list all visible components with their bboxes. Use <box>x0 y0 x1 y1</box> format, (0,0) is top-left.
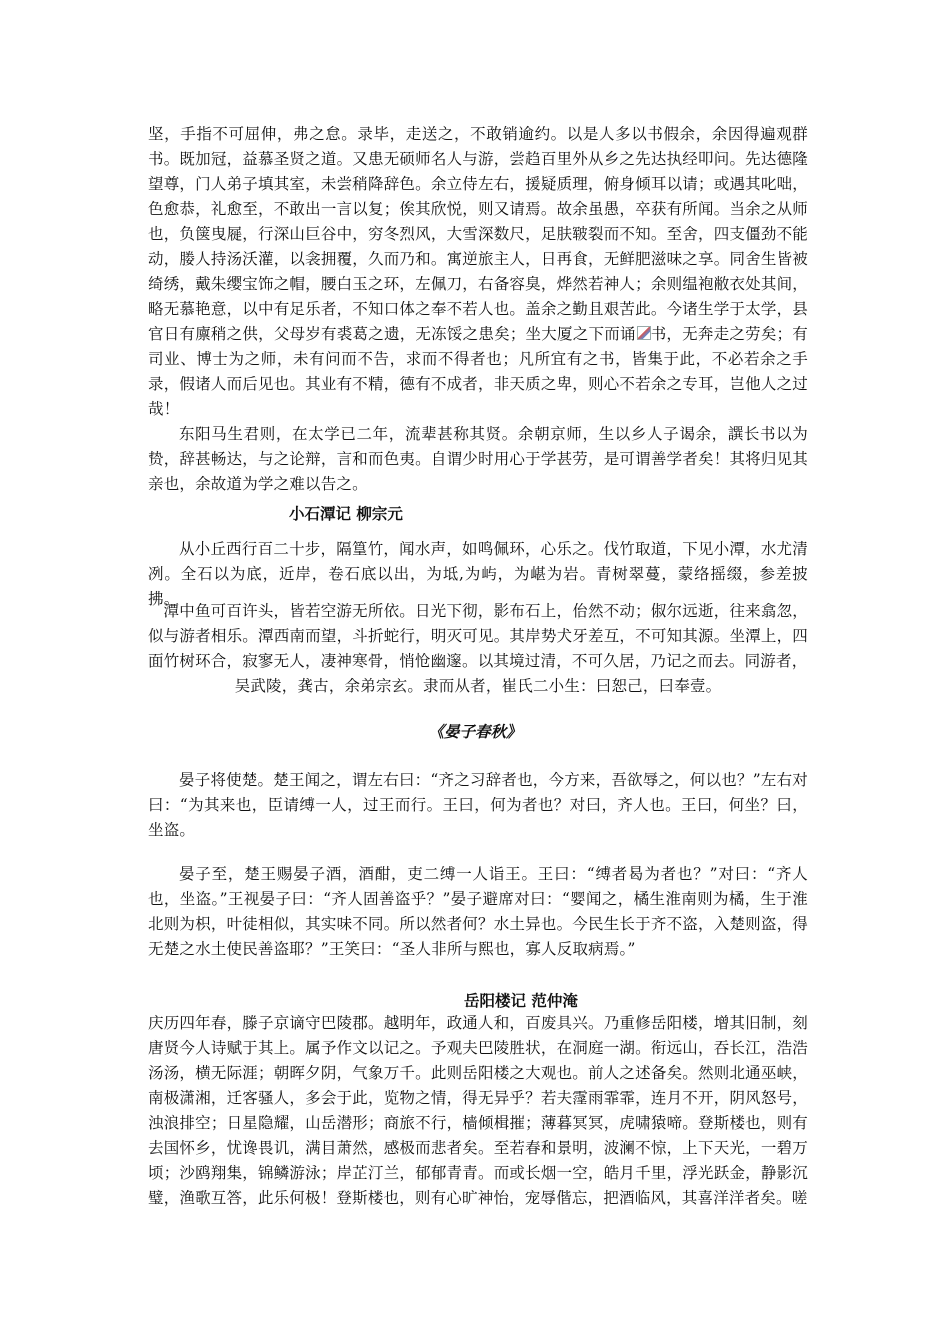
section-title: 小石潭记 柳宗元 <box>289 504 403 523</box>
broken-image-icon <box>637 326 651 340</box>
paragraph: 晏子将使楚。楚王闻之，谓左右曰：“齐之习辞者也，今方来，吾欲辱之，何以也？”左右对曰：“为其来也，臣请缚一人，过王而行。王曰，何为者也？对曰，齐人也。王曰，何坐？曰，坐盗。 <box>148 771 808 839</box>
paragraph-text: 书，无奔走之劳矣；有司业、博士为之师，未有问而不告，求而不得者也；凡所宜有之书，皆集于此，不必若余之手录，假诸人而后见也。其业有不精，德有不成者，非天质之卑，则心不若余之专耳，岂他人之过哉！ <box>148 325 808 418</box>
paragraph: 庆历四年春，滕子京谪守巴陵郡。越明年，政通人和，百废具兴。乃重修岳阳楼，增其旧制，刻唐贤今人诗赋于其上。属予作文以记之。予观夫巴陵胜状，在洞庭一湖。衔远山，吞长江，浩浩汤汤，横无际涯；朝晖夕阴，气象万千。此则岳阳楼之大观也。前人之述备矣。然则北通巫峡，南极潇湘，迁客骚人，多会于此，览物之情，得无异乎？若夫霪雨霏霏，连月不开，阴风怒号，浊浪排空；日星隐耀，山岳潜形；商旅不行，樯倾楫摧；薄暮冥冥，虎啸猿啼。登斯楼也，则有去国怀乡，忧谗畏讥，满目萧然，感极而悲者矣。至若春和景明，波澜不惊，上下天光，一碧万顷；沙鸥翔集，锦鳞游泳；岸芷汀兰，郁郁青青。而或长烟一空，皓月千里，浮光跃金，静影沉璧，渔歌互答，此乐何极！登斯楼也，则有心旷神怡，宠辱偕忘，把酒临风，其喜洋洋者矣。嗟 <box>148 1014 808 1207</box>
paragraph: 晏子至，楚王赐晏子酒，酒酣，吏二缚一人诣王。王曰：“缚者曷为者也？”对曰：“齐人也，坐盗。”王视晏子曰：“齐人固善盗乎？”晏子避席对曰：“婴闻之，橘生淮南则为橘，生于淮北则为枳，叶徒相似，其实味不同。所以然者何？水土异也。今民生长于齐不盗，入楚则盗，得无楚之水土使民善盗耶？”王笑曰：“圣人非所与熙也，寡人反取病焉。” <box>148 865 808 958</box>
section3-body <box>148 768 808 843</box>
paragraph: 吴武陵，龚古，余弟宗玄。隶而从者，崔氏二小生：曰恕己，曰奉壹。 <box>234 677 722 695</box>
section3-body-2 <box>148 862 808 962</box>
paragraph: 潭中鱼可百许头，皆若空游无所依。日光下彻，影布石上，佁然不动；俶尔远逝，往来翕忽，似与游者相乐。潭西南而望，斗折蛇行，明灭可见。其岸势犬牙差互，不可知其源。坐潭上，四面竹树环合，寂寥无人，凄神寒骨，悄怆幽邃。以其境过清，不可久居，乃记之而去。同游者， <box>148 602 808 670</box>
section-title: 岳阳楼记 范仲淹 <box>464 991 578 1010</box>
paragraph: 东阳马生君则，在太学已二年，流辈甚称其贤。余朝京师，生以乡人子谒余，譔长书以为贽，辞甚畅达，与之论辩，言和而色夷。自谓少时用心于学甚劳，是可谓善学者矣！其将归见其亲也，余故道为学之难以告之。 <box>148 425 808 493</box>
section1-body <box>148 122 808 497</box>
section2-body-2 <box>148 599 808 699</box>
section-title: 《晏子春秋》 <box>428 722 522 741</box>
paragraph-text: 坚，手指不可屈伸，弗之怠。录毕，走送之，不敢销逾约。以是人多以书假余，余因得遍观群书。既加冠，益慕圣贤之道。又患无硕师名人与游，尝趋百里外从乡之先达执经叩问。先达德隆望尊，门人弟子填其室，未尝稍降辞色。余立侍左右，援疑质理，俯身倾耳以请；或遇其叱咄，色愈恭，礼愈至，不敢出一言以复；俟其欣悦，则又请焉。故余虽愚，卒获有所闻。当余之从师也，负箧曳屣，行深山巨谷中，穷冬烈风，大雪深数尺，足肤皲裂而不知。至舍，四支僵劲不能动，媵人持汤沃灌，以衾拥覆，久而乃和。寓逆旅主人，日再食，无鲜肥滋味之享。同舍生皆被绮绣，戴朱缨宝饰之帽，腰白玉之环，左佩刀，右备容臭，烨然若神人；余则缊袍敝衣处其间，略无慕艳意，以中有足乐者，不知口体之奉不若人也。盖余之勤且艰苦此。今诸生学于太学，县官日有廪稍之供，父母岁有裘葛之遗，无冻馁之患矣；坐大厦之下而诵 <box>148 125 808 343</box>
paragraph <box>148 122 808 422</box>
section4-body <box>148 1011 808 1211</box>
paragraph: 从小丘西行百二十步，隔篁竹，闻水声，如鸣佩环，心乐之。伐竹取道，下见小潭，水尤清冽。全石以为底，近岸，卷石底以出，为坻,为屿，为嵁为岩。青树翠蔓，蒙络摇缀，参差披拂。 <box>148 540 808 608</box>
